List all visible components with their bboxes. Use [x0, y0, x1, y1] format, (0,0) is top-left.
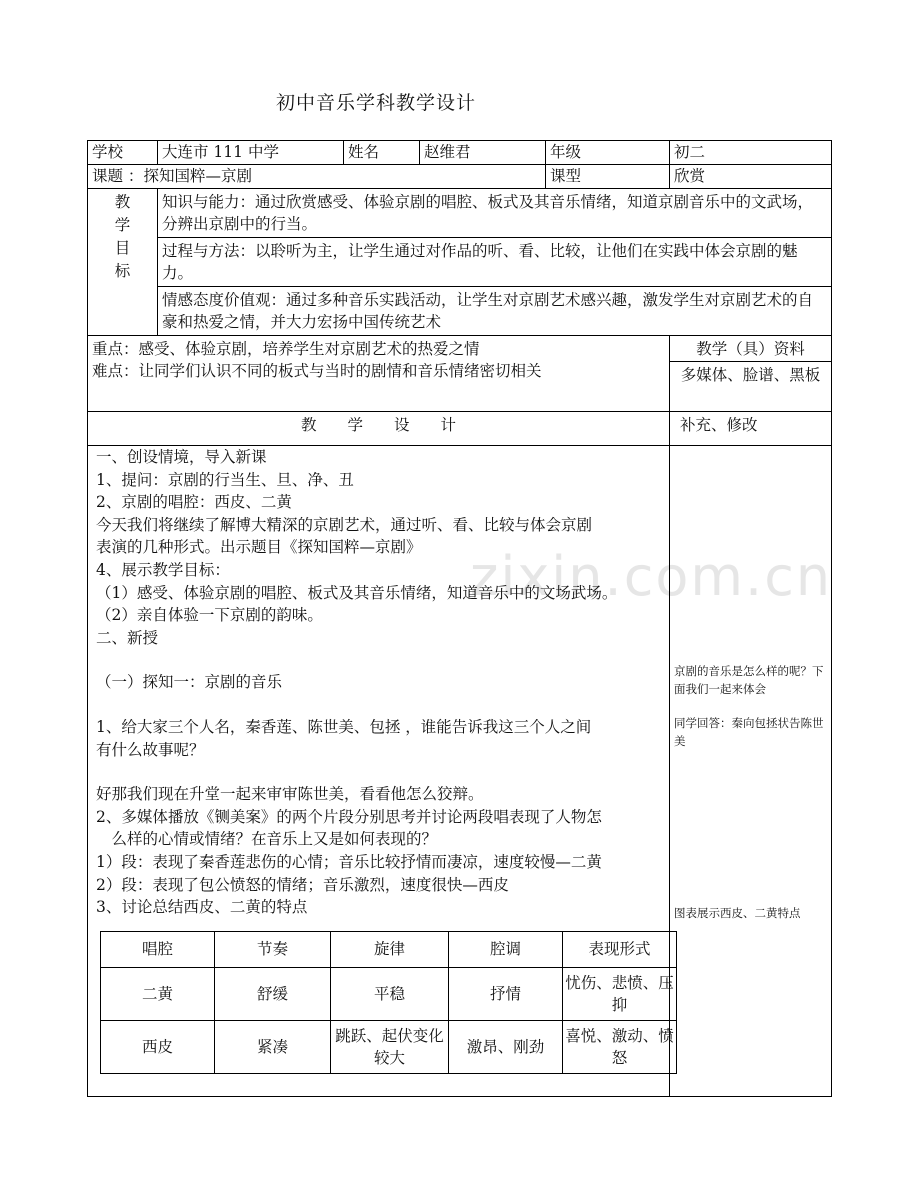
side-note: 图表展示西皮、二黄特点	[674, 906, 801, 920]
design-body	[88, 446, 674, 1097]
comparison-header: 节奏	[215, 931, 331, 967]
objectives-label-char: 目	[114, 239, 131, 257]
comparison-header: 表现形式	[563, 931, 677, 967]
comparison-cell: 喜悦、激动、愤怒	[563, 1020, 677, 1073]
body-spacer	[96, 761, 661, 783]
topic-label: 课题 ：	[92, 167, 144, 185]
body-line: 么样的心情或情绪？在音乐上又是如何表现的？	[96, 830, 438, 849]
resources-value: 多媒体、脸谱、黑板	[670, 362, 832, 412]
focus-point: 重点：感受、体验京剧，培养学生对京剧艺术的热爱之情	[92, 340, 480, 358]
resources-label: 教学（具）资料	[670, 336, 832, 362]
comparison-cell: 抒情	[449, 967, 563, 1020]
comparison-cell: 平稳	[331, 967, 449, 1020]
supplement-column	[670, 446, 832, 1097]
grade-label: 年级	[546, 141, 670, 165]
side-note: 京剧的音乐是怎么样的呢？下面我们一起来体会	[674, 664, 824, 696]
supplement-header: 补充、修改	[670, 412, 832, 446]
body-line: （2）亲自体验一下京剧的韵味。	[96, 606, 323, 625]
name-value: 赵维君	[420, 141, 546, 165]
body-line: 4、展示教学目标：	[96, 560, 230, 579]
objectives-label-char: 标	[114, 262, 131, 280]
comparison-cell: 西皮	[101, 1020, 215, 1073]
body-line: （1）感受、体验京剧的唱腔、板式及其音乐情绪，知道音乐中的文场武场。	[96, 583, 618, 602]
body-line: 2、多媒体播放《铡美案》的两个片段分别思考并讨论两段唱表现了人物怎	[96, 807, 602, 826]
body-line: 2）段：表现了包公愤怒的情绪；音乐激烈，速度很快—西皮	[96, 875, 509, 894]
watermark: zixin.com.cn	[470, 545, 833, 608]
body-line: 1、给大家三个人名，秦香莲、陈世美、包拯 ，谁能告诉我这三个人之间	[96, 717, 592, 736]
comparison-cell: 激昂、刚劲	[449, 1020, 563, 1073]
body-line: 表演的几种形式。出示题目《探知国粹—京剧》	[96, 538, 422, 557]
comparison-header: 腔调	[449, 931, 563, 967]
comparison-cell: 忧伤、悲愤、压抑	[563, 967, 677, 1020]
difficulty-point: 难点：让同学们认识不同的板式与当时的剧情和音乐情绪密切相关	[92, 362, 542, 380]
key-points-cell	[88, 336, 670, 412]
lesson-plan-table	[87, 140, 832, 1097]
body-line: （一）探知一：京剧的音乐	[96, 673, 283, 692]
objectives-label	[88, 189, 158, 336]
body-line: 3、讨论总结西皮、二黄的特点	[96, 898, 308, 917]
body-line: 好那我们现在升堂一起来审审陈世美，看看他怎么狡辩。	[96, 785, 484, 804]
comparison-cell: 舒缓	[215, 967, 331, 1020]
topic-value: 探知国粹—京剧	[143, 167, 252, 185]
body-line: 1、提问：京剧的行当生、旦、净、丑	[96, 470, 354, 489]
body-line: 今天我们将继续了解博大精深的京剧艺术，通过听、看、比较与体会京剧	[96, 515, 593, 534]
body-line: 1）段：表现了秦香莲悲伤的心情；音乐比较抒情而凄凉，速度较慢—二黄	[96, 852, 602, 871]
comparison-cell: 二黄	[101, 967, 215, 1020]
body-spacer	[96, 694, 661, 716]
comparison-cell: 跳跃、起伏变化较大	[331, 1020, 449, 1073]
comparison-cell: 紧凑	[215, 1020, 331, 1073]
comparison-header: 旋律	[331, 931, 449, 967]
design-header: 教 学 设 计	[88, 412, 670, 446]
grade-value: 初二	[670, 141, 832, 165]
body-line: 有什么故事呢？	[96, 740, 205, 759]
body-spacer	[96, 649, 661, 671]
body-line: 一、创设情境，导入新课	[96, 448, 267, 466]
page-title: 初中音乐学科教学设计	[276, 92, 477, 114]
objectives-label-char: 教	[114, 193, 131, 211]
body-line: 二、新授	[96, 628, 159, 647]
school-value: 大连市 111 中学	[158, 141, 344, 165]
name-label: 姓名	[344, 141, 420, 165]
objective-process: 过程与方法：以聆听为主，让学生通过对作品的听、看、比较，让他们在实践中体会京剧的魅力。	[158, 238, 832, 287]
comparison-table	[100, 931, 677, 1074]
objectives-label-char: 学	[114, 216, 131, 234]
school-label: 学校	[88, 141, 158, 165]
topic-cell	[88, 165, 546, 189]
body-line: 2、京剧的唱腔：西皮、二黄	[96, 493, 292, 512]
objective-emotion: 情感态度价值观：通过多种音乐实践活动，让学生对京剧艺术感兴趣，激发学生对京剧艺术的自豪和热爱之情，并大力宏扬中国传统艺术	[158, 287, 832, 336]
comparison-header: 唱腔	[101, 931, 215, 967]
type-label: 课型	[546, 165, 670, 189]
objective-knowledge: 知识与能力：通过欣赏感受、体验京剧的唱腔、板式及其音乐情绪，知道京剧音乐中的文武场，分辨出京剧中的行当。	[158, 189, 832, 238]
type-value: 欣赏	[670, 165, 832, 189]
side-note: 同学回答：秦向包拯状告陈世美	[674, 716, 824, 748]
